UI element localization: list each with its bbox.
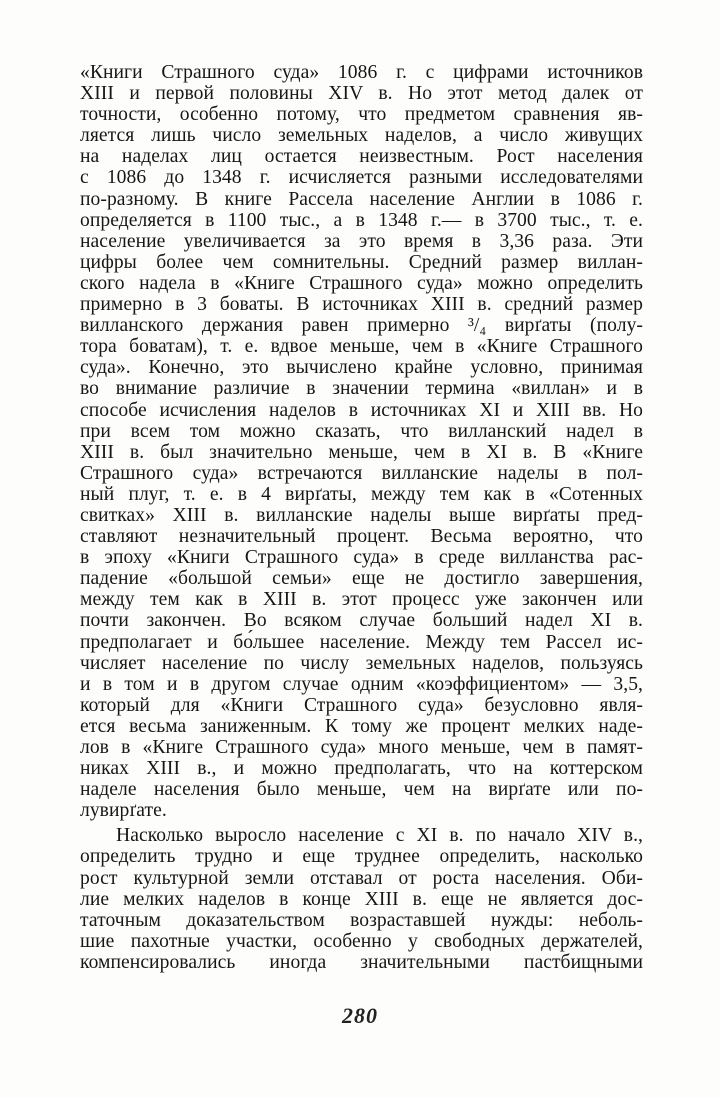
text-line: лов в «Книге Страшного суда» много меньше, чем в памят- — [80, 737, 643, 758]
text-line: население увеличивается за это время в 3,36 раза. Эти — [80, 230, 643, 252]
text-line: и в том и в другом случае одним «коэффициентом» — 3,5, — [80, 673, 643, 695]
text-line: Насколько выросло население с XI в. по начало XIV в., — [116, 825, 643, 847]
text-line: XIII в. был значительно меньше, чем в XI в. В «Книге — [80, 441, 643, 463]
text-line: лие мелких наделов в конце XIII в. еще не является дос- — [80, 888, 643, 910]
paragraph-1 — [80, 62, 643, 821]
text-line: на наделах лиц остается неизвестным. Рост населения — [80, 146, 643, 168]
text-line: шие пахотные участки, особенно у свободных держателей, — [80, 930, 643, 952]
page-number: 280 — [342, 1003, 378, 1028]
text-line: цифры более чем сомнительны. Средний размер виллан- — [80, 251, 643, 273]
text-line: свитках» XIII в. вилланские наделы выше вирґаты пред- — [80, 504, 643, 526]
text-line: с 1086 до 1348 г. исчисляется разными исследователями — [80, 167, 643, 189]
text-line: XIII и первой половины XIV в. Но этот метод далек от — [80, 83, 643, 105]
text-line: при всем том можно сказать, что вилланский надел в — [80, 420, 643, 442]
text-line: ляется лишь число земельных наделов, а число живущих — [80, 125, 643, 147]
text-line: компенсировались иногда значительными пастбищными — [80, 951, 643, 973]
text-line: таточным доказательством возраставшей нужды: неболь- — [80, 909, 643, 931]
text-line: суда». Конечно, это вычислено крайне условно, принимая — [80, 357, 643, 379]
text-line: наделе населения было меньше, чем на вирґате или по- — [80, 779, 643, 801]
text-line: примерно в 3 боваты. В источниках XIII в. средний размер — [80, 294, 643, 316]
text-line: тора боватам), т. е. вдвое меньше, чем в «Книге Страшного — [80, 336, 643, 358]
text-line: почти закончен. Во всяком случае больший надел XI в. — [80, 610, 643, 632]
text-line: в эпоху «Книги Страшного суда» в среде вилланства рас- — [80, 547, 643, 569]
text-body — [80, 62, 643, 973]
text-line: точности, особенно потому, что предметом сравнения яв- — [80, 104, 643, 126]
text-line: лувирґате. — [80, 800, 167, 822]
text-line: числяет население по числу земельных наделов, пользуясь — [80, 652, 643, 674]
text-line: рост культурной земли отставал от роста населения. Оби- — [80, 867, 643, 889]
text-line: ского надела в «Книге Страшного суда» можно определить — [80, 272, 643, 294]
text-line: никах XIII в., и можно предполагать, что на коттерском — [80, 758, 643, 780]
text-line: определить трудно и еще труднее определить, насколько — [80, 846, 643, 868]
text-line: ный плуг, т. е. в 4 вирґаты, между тем как в «Сотенных — [80, 483, 643, 505]
text-line: между тем как в XIII в. этот процесс уже закончен или — [80, 589, 643, 611]
text-line: по-разному. В книге Рассела население Англии в 1086 г. — [80, 188, 643, 210]
paragraph-2 — [80, 825, 643, 973]
text-line: способе исчисления наделов в источниках XI и XIII вв. Но — [80, 399, 643, 421]
text-line: предполагает и бо́льшее население. Между тем Рассел ис- — [80, 631, 643, 653]
text-line: во внимание различие в значении термина «виллан» и в — [80, 378, 643, 400]
text-line: «Книги Страшного суда» 1086 г. с цифрами источников — [80, 62, 643, 83]
text-line: определяется в 1100 тыс., а в 1348 г.— в 3700 тыс., т. е. — [80, 209, 643, 231]
text-line: ставляют незначительный процент. Весьма вероятно, что — [80, 526, 643, 548]
text-line: падение «большой семьи» еще не достигло завершения, — [80, 568, 643, 590]
text-line: Страшного суда» встречаются вилланские наделы в пол- — [80, 462, 643, 484]
text-line: ется весьма заниженным. К тому же процент мелких наде- — [80, 715, 643, 737]
text-line: который для «Книги Страшного суда» безусловно явля- — [80, 694, 643, 716]
text-line: вилланского держания равен примерно ³/₄ вирґаты (полу- — [80, 315, 643, 337]
